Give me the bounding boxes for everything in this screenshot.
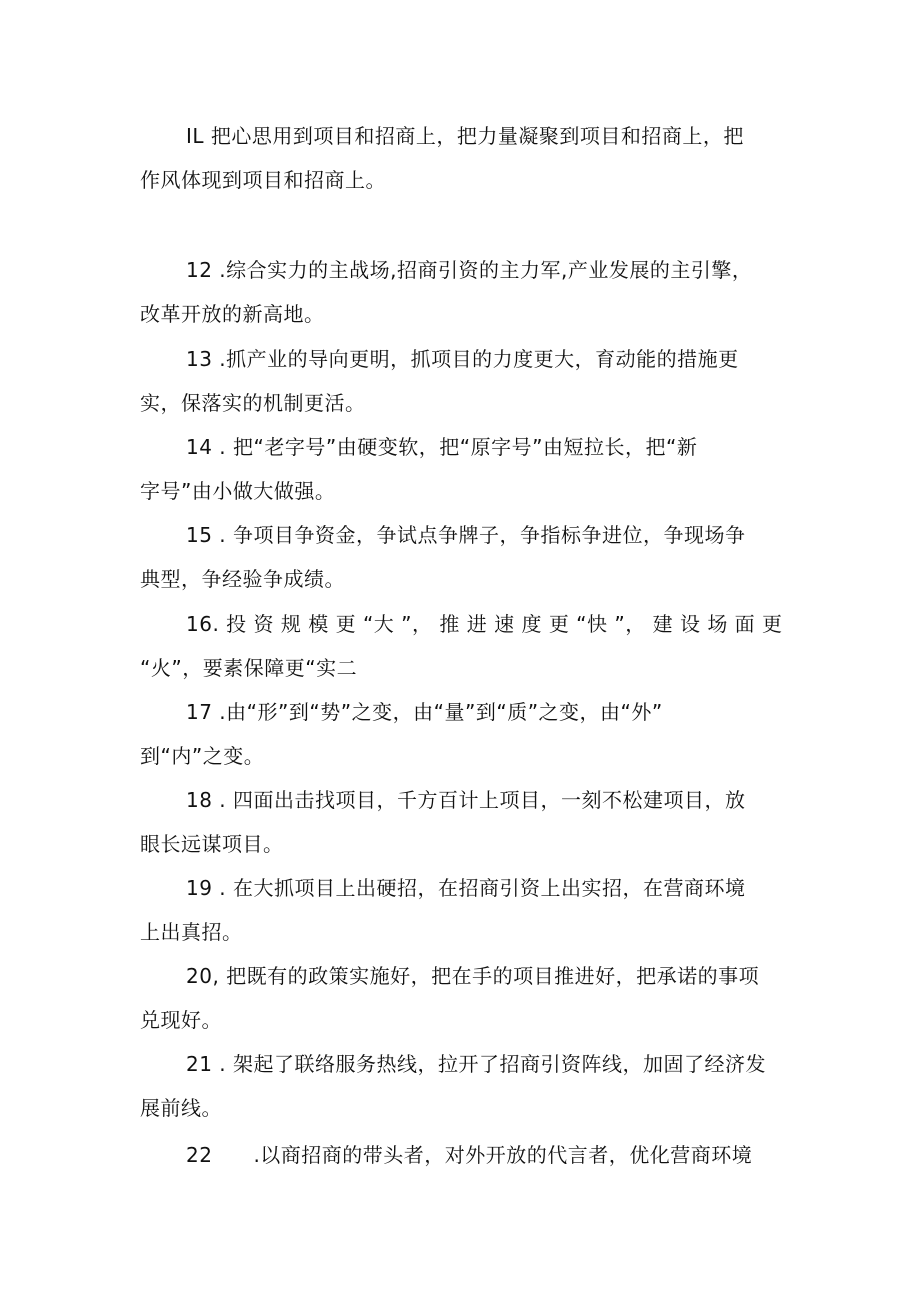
paragraph-11 — [140, 114, 790, 202]
paragraph-line: 上出真招。 — [140, 920, 243, 944]
paragraph-line: 字号”由小做大做强。 — [140, 479, 336, 503]
paragraph-line: 14 . 把“老字号”由硬变软，把“原字号”由短拉长，把“新 — [186, 435, 698, 459]
paragraph-13 — [140, 337, 790, 425]
paragraph-line: 19 . 在大抓项目上出硬招，在招商引资上出实招，在营商环境 — [186, 876, 746, 900]
paragraph-line: 17 .由“形”到“势”之变，由“量”到“质”之变，由“外” — [186, 700, 663, 724]
paragraph-17 — [140, 690, 790, 778]
paragraph-12 — [140, 248, 790, 336]
paragraph-21 — [140, 1042, 790, 1130]
paragraph-line: 改革开放的新高地。 — [140, 302, 325, 326]
paragraph-20 — [140, 954, 790, 1042]
paragraph-19 — [140, 866, 790, 954]
paragraph-line: 眼长远谋项目。 — [140, 832, 284, 856]
paragraph-14 — [140, 425, 790, 513]
paragraph-line: 21 . 架起了联络服务热线，拉开了招商引资阵线，加固了经济发 — [186, 1052, 767, 1076]
paragraph-line: 16. 投 资 规 模 更 “大 ”， 推 进 速 度 更 “快 ”， 建 设 场 面 更 — [186, 612, 783, 636]
paragraph-15 — [140, 513, 790, 601]
paragraph-line: “火”，要素保障更“实二 — [140, 656, 358, 680]
paragraph-line: 13 .抓产业的导向更明，抓项目的力度更大，育动能的措施更 — [186, 347, 739, 371]
paragraph-line: 实，保落实的机制更活。 — [140, 391, 366, 415]
paragraph-line: 作风体现到项目和招商上。 — [140, 168, 386, 192]
paragraph-line: IL 把心思用到项目和招商上，把力量凝聚到项目和招商上，把 — [186, 124, 744, 148]
paragraph-line: 兑现好。 — [140, 1008, 222, 1032]
paragraph-line: 22 .以商招商的带头者，对外开放的代言者，优化营商环境 — [186, 1143, 753, 1167]
paragraph-line: 20, 把既有的政策实施好，把在手的项目推进好，把承诺的事项 — [186, 964, 760, 988]
paragraph-line: 18 . 四面出击找项目，千方百计上项目，一刻不松建项目，放 — [186, 788, 746, 812]
paragraph-line: 15 . 争项目争资金，争试点争牌子，争指标争进位，争现场争 — [186, 523, 746, 547]
paragraph-line: 12 .综合实力的主战场,招商引资的主力军,产业发展的主引擎， — [186, 258, 753, 282]
paragraph-line: 展前线。 — [140, 1096, 222, 1120]
paragraph-line: 到“内”之变。 — [140, 744, 265, 768]
paragraph-22 — [140, 1133, 790, 1177]
paragraph-18 — [140, 778, 790, 866]
paragraph-line: 典型，争经验争成绩。 — [140, 567, 345, 591]
paragraph-16 — [140, 602, 790, 690]
